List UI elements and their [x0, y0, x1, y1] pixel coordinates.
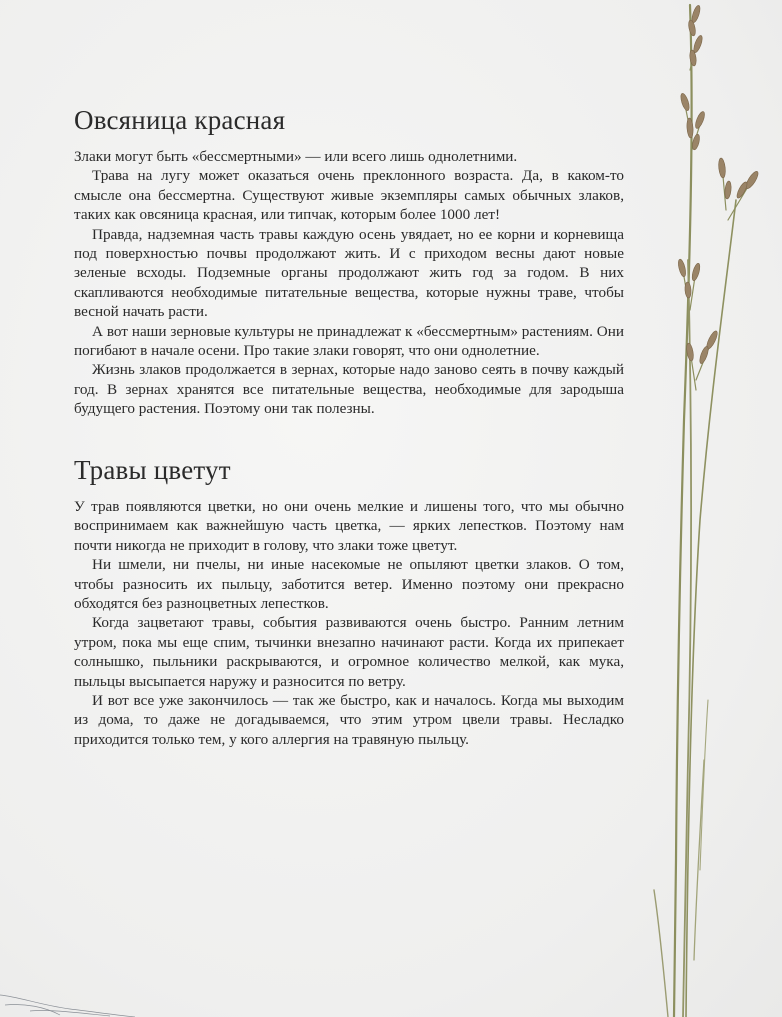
paragraph: Жизнь злаков продолжается в зернах, которые надо заново сеять в почву каждый год. В зернах хранятся все питательные вещества, необходимые для зародыша будущего растения. Поэтому они так полезны.: [74, 361, 624, 418]
paragraph: Трава на лугу может оказаться очень преклонного возраста. Да, в каком-то смысле она бессмертна. Существуют живые экземпляры самых обычных злаков, таких как овсяница красная, или типчак, которым более 1000 лет!: [74, 167, 624, 224]
section-fescue: [74, 103, 624, 419]
paragraph: У трав появляются цветки, но они очень мелкие и лишены того, что мы обычно воспринимаем как важнейшую часть цветка, — ярких лепестков. Поэтому нам почти никогда не приходит в голову, что злаки тоже цветут.: [74, 498, 624, 554]
section-title: Травы цветут: [74, 455, 231, 485]
paragraph: И вот все уже закончилось — так же быстро, как и началось. Когда мы выходим из дома, то даже не догадываемся, что этим утром цвели травы. Несладко приходится только тем, у кого аллергия на травяную пыльцу.: [74, 692, 624, 748]
root-fibers-decoration: [0, 975, 140, 1017]
section-title: Овсяница красная: [74, 105, 286, 135]
paragraph: Правда, надземная часть травы каждую осень увядает, но ее корни и корневища под поверхностью почвы продолжают жить. И с приходом весны дают новые зеленые всходы. Подземные органы продолжают жить год за годом. В них скапливаются необходимые питательные вещества, которые нужны траве, чтобы весной начать расти.: [74, 225, 624, 321]
paragraph: Ни шмели, ни пчелы, ни иные насекомые не опыляют цветки злаков. О том, чтобы разносить их пыльцу, заботится ветер. Именно поэтому они прекрасно обходятся без разноцветных лепестков.: [74, 556, 624, 613]
grass-stalks-illustration: [630, 0, 782, 1017]
paragraph: Злаки могут быть «бессмертными» — или всего лишь однолетними.: [74, 148, 518, 165]
paragraph: Когда зацветают травы, события развиваются очень быстро. Ранним летним утром, пока мы еще спим, тычинки внезапно начинают расти. Когда их припекает солнышко, пыльники раскрываются, и огромное количество мелкой, как мука, пыльцы высыпается наружу и разносится по ветру.: [74, 614, 624, 690]
section-grass-blooming: [74, 453, 624, 749]
paragraph: А вот наши зерновые культуры не принадлежат к «бессмертным» растениям. Они погибают в начале осени. Про такие злаки говорят, что они однолетние.: [74, 322, 624, 360]
